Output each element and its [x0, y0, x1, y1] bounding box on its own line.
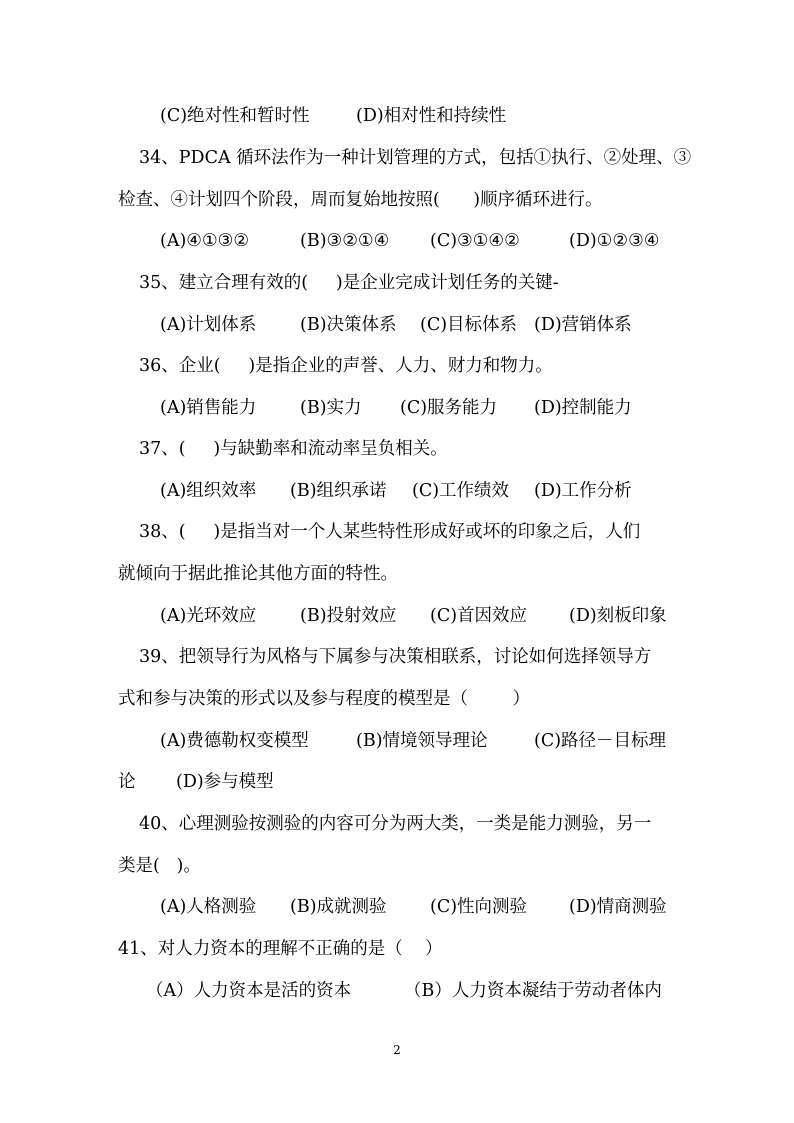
question-text: 35、建立合理有效的( )是企业完成计划任务的关键- [139, 273, 559, 293]
question-40-line-2 [0, 851, 794, 881]
option-line-39 [0, 726, 794, 756]
option-c: (C)路径－目标理 [534, 731, 667, 751]
question-text: 36、企业( )是指企业的声誉、人力、财力和物力。 [139, 356, 553, 376]
option-a: (A)费德勒权变模型 [160, 731, 309, 751]
option-d: (D)工作分析 [534, 481, 632, 501]
option-line-35 [0, 310, 794, 340]
question-39-line-1 [0, 642, 794, 672]
option-d: (D)营销体系 [534, 315, 632, 335]
option-c: (C)工作绩效 [412, 481, 510, 501]
option-a: (A)人格测验 [160, 897, 257, 917]
question-34-line-2 [0, 185, 794, 215]
option-line-37 [0, 476, 794, 506]
question-text: 就倾向于据此推论其他方面的特性。 [118, 564, 398, 584]
option-d: (D)相对性和持续性 [356, 106, 507, 126]
option-d: (D)情商测验 [569, 897, 667, 917]
option-b: (B)成就测验 [290, 897, 387, 917]
option-b: (B)实力 [300, 398, 362, 418]
question-37-line-1 [0, 434, 794, 464]
question-text: 检查、④计划四个阶段，周而复始地按照( )顺序循环进行。 [118, 190, 603, 210]
option-d: (D)①②③④ [569, 231, 660, 251]
question-39-line-2 [0, 684, 794, 714]
question-text: 41、对人力资本的理解不正确的是（ ） [118, 939, 443, 959]
option-line-41 [0, 976, 794, 1006]
option-d: (D)刻板印象 [569, 606, 667, 626]
option-b: （B）人力资本凝结于劳动者体内 [404, 981, 662, 1001]
option-d: (D)参与模型 [176, 772, 274, 792]
option-a: （A）人力资本是活的资本 [146, 981, 352, 1001]
option-a: (A)计划体系 [160, 315, 257, 335]
option-line-38 [0, 601, 794, 631]
option-c: (C)绝对性和暂时性 [160, 106, 310, 126]
option-b: (B)组织承诺 [290, 481, 387, 501]
option-c: (C)目标体系 [420, 315, 518, 335]
option-b: (B)决策体系 [300, 315, 397, 335]
question-38-line-2 [0, 559, 794, 589]
option-a: (A)④①③② [160, 231, 250, 251]
option-c: (C)性向测验 [430, 897, 528, 917]
question-35-line-1 [0, 268, 794, 298]
question-34-line-1 [0, 143, 794, 173]
page-number: 2 [393, 1043, 401, 1057]
question-38-line-1 [0, 517, 794, 547]
question-40-line-1 [0, 809, 794, 839]
option-a: (A)光环效应 [160, 606, 257, 626]
option-line-36 [0, 393, 794, 423]
question-text: 式和参与决策的形式以及参与程度的模型是（ ） [118, 689, 531, 709]
option-b: (B)③②①④ [300, 231, 390, 251]
option-line-34 [0, 226, 794, 256]
question-text: 38、( )是指当对一个人某些特性形成好或坏的印象之后，人们 [139, 522, 641, 542]
question-text: 40、心理测验按测验的内容可分为两大类，一类是能力测验，另一 [139, 814, 652, 834]
question-text: 类是( )。 [118, 856, 201, 876]
option-line-40 [0, 892, 794, 922]
option-b: (B)情境领导理论 [356, 731, 488, 751]
option-c-cont: 论 [118, 772, 136, 792]
question-text: 34、PDCA 循环法作为一种计划管理的方式，包括①执行、②处理、③ [139, 148, 692, 168]
option-c: (C)首因效应 [430, 606, 528, 626]
option-c: (C)③①④② [430, 231, 520, 251]
option-c: (C)服务能力 [400, 398, 498, 418]
option-a: (A)销售能力 [160, 398, 257, 418]
question-text: 39、把领导行为风格与下属参与决策相联系，讨论如何选择领导方 [139, 647, 652, 667]
question-41-line-1 [0, 934, 794, 964]
option-a: (A)组织效率 [160, 481, 257, 501]
option-b: (B)投射效应 [300, 606, 397, 626]
option-line-39-cont [0, 767, 794, 797]
question-text: 37、( )与缺勤率和流动率呈负相关。 [139, 439, 448, 459]
option-d: (D)控制能力 [534, 398, 632, 418]
question-36-line-1 [0, 351, 794, 381]
option-line-33 [0, 101, 794, 131]
